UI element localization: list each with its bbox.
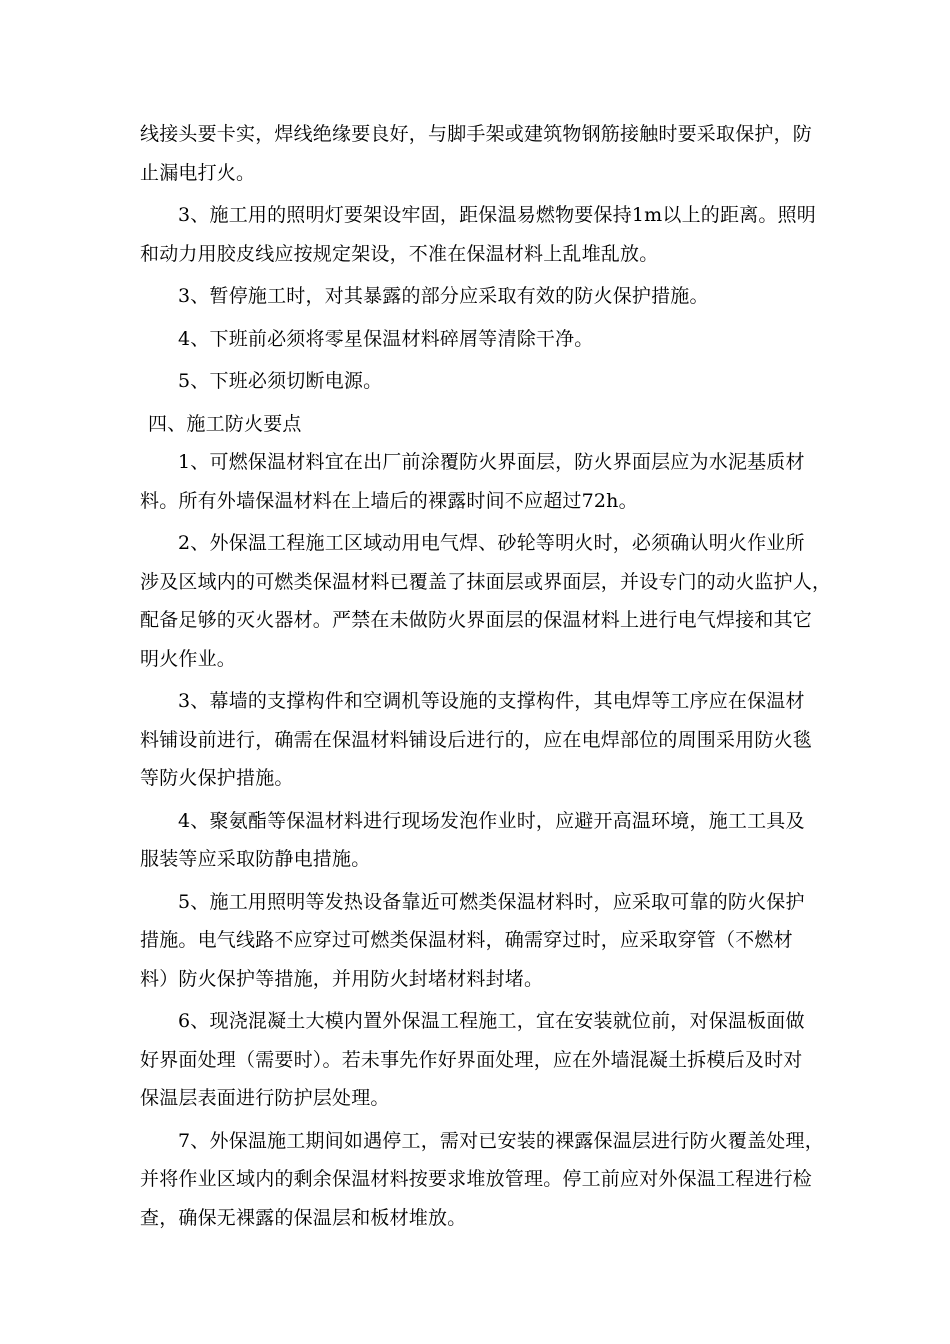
text-line: 措施。电气线路不应穿过可燃类保温材料，确需穿过时，应采取穿管（不燃材 [140, 929, 793, 951]
paragraph-item-4-clean [140, 320, 840, 359]
paragraph-point-4 [140, 802, 840, 879]
text-line: 线接头要卡实，焊线绝缘要良好，与脚手架或建筑物钢筋接触时要采取保护，防 [140, 123, 813, 145]
text-line: 3、幕墙的支撑构件和空调机等设施的支撑构件，其电焊等工序应在保温材 [178, 690, 805, 712]
text-line: 并将作业区域内的剩余保温材料按要求堆放管理。停工前应对外保温工程进行检 [140, 1168, 813, 1190]
paragraph-point-7 [140, 1122, 840, 1238]
text-line: 查，确保无裸露的保温层和板材堆放。 [140, 1206, 467, 1229]
text-line: 好界面处理（需要时）。若未事先作好界面处理，应在外墙混凝土拆模后及时对 [140, 1048, 803, 1071]
text-line: 服装等应采取防静电措施。 [140, 848, 371, 870]
paragraph-point-1 [140, 443, 840, 520]
text-line: 7、外保温施工期间如遇停工，需对已安装的裸露保温层进行防火覆盖处理， [178, 1129, 824, 1152]
text-line: 5、下班必须切断电源。 [178, 370, 383, 392]
document-body [140, 115, 840, 1237]
text-line: 3、施工用的照明灯要架设牢固，距保温易燃物要保持1m以上的距离。照明 [178, 204, 816, 226]
paragraph-point-2 [140, 524, 840, 678]
text-line: 5、施工用照明等发热设备靠近可燃类保温材料时，应采取可靠的防火保护 [178, 890, 805, 913]
paragraph-continuation [140, 115, 840, 192]
paragraph-point-5 [140, 883, 840, 999]
text-line: 3、暂停施工时，对其暴露的部分应采取有效的防火保护措施。 [178, 285, 709, 307]
text-line: 料。所有外墙保温材料在上墙后的裸露时间不应超过72h。 [140, 489, 638, 512]
text-line: 4、聚氨酯等保温材料进行现场发泡作业时，应避开高温环境，施工工具及 [178, 809, 805, 832]
text-line: 2、外保温工程施工区域动用电气焊、砂轮等明火时，必须确认明火作业所 [178, 532, 805, 554]
paragraph-item-5-power [140, 362, 840, 401]
text-line: 和动力用胶皮线应按规定架设，不准在保温材料上乱堆乱放。 [140, 242, 659, 265]
text-line: 止漏电打火。 [140, 161, 256, 184]
text-line: 1、可燃保温材料宜在出厂前涂覆防火界面层，防火界面层应为水泥基质材 [178, 451, 805, 473]
text-line: 料铺设前进行，确需在保温材料铺设后进行的，应在电焊部位的周围采用防火毯 [140, 728, 813, 751]
text-line: 4、下班前必须将零星保温材料碎屑等清除干净。 [178, 327, 594, 350]
text-line: 保温层表面进行防护层处理。 [140, 1087, 390, 1109]
text-line: 料）防火保护等措施，并用防火封堵材料封堵。 [140, 967, 544, 990]
paragraph-point-3 [140, 682, 840, 798]
paragraph-item-3-lighting [140, 196, 840, 273]
text-line: 配备足够的灭火器材。严禁在未做防火界面层的保温材料上进行电气焊接和其它 [140, 609, 813, 631]
paragraph-item-3-pause [140, 277, 840, 316]
section-heading [140, 405, 840, 444]
text-line: 涉及区域内的可燃类保温材料已覆盖了抹面层或界面层，并设专门的动火监护人， [140, 570, 832, 593]
text-line: 6、现浇混凝土大模内置外保温工程施工，宜在安装就位前，对保温板面做 [178, 1010, 805, 1032]
paragraph-point-6 [140, 1002, 840, 1118]
text-line: 明火作业。 [140, 647, 237, 670]
section-heading-text: 四、施工防火要点 [148, 412, 302, 435]
text-line: 等防火保护措施。 [140, 767, 294, 789]
